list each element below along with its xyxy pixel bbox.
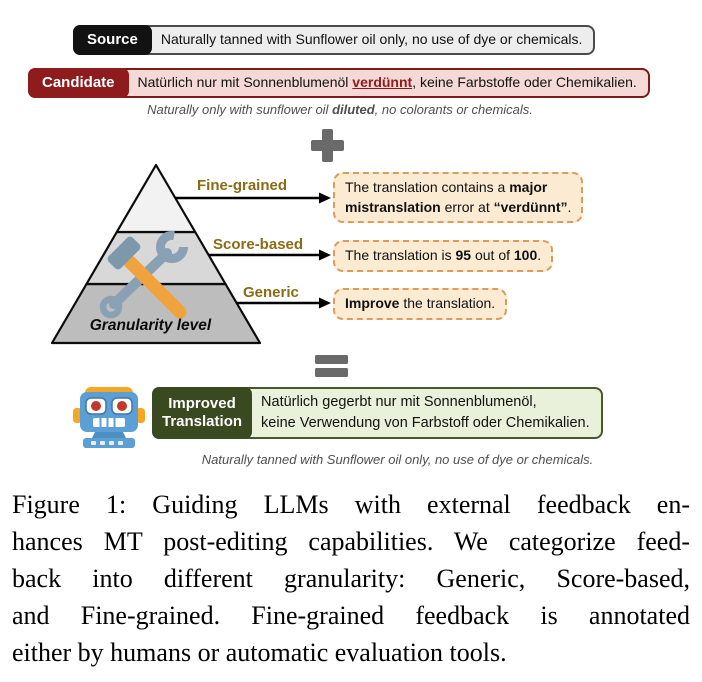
arrowhead-score-based [319, 250, 331, 261]
text-line: The translation is 95 out of 100. [345, 247, 542, 263]
equals-icon [315, 355, 348, 377]
caption-line-1: Figure 1: Guiding LLMs with external feedback en- [12, 490, 690, 519]
source-text [150, 27, 594, 53]
improved-gloss: Naturally tanned with Sunflower oil only, no use of dye or chemicals. [201, 452, 594, 467]
text-line: Naturally tanned with Sunflower oil only, no use of dye or chemicals. [160, 31, 583, 47]
feedback-box-score-based [333, 240, 553, 272]
text-line: Natürlich gegerbt nur mit Sonnenblumenöl, [261, 394, 537, 410]
improved-translation-label: Improved Translation [152, 387, 252, 439]
text-line: Improve the translation. [345, 295, 496, 311]
arrowhead-generic [319, 298, 331, 309]
pyramid-label-fine-grained: Fine-grained [197, 177, 288, 194]
caption-line-3: back into different granularity: Generic, Score-based, [12, 564, 690, 593]
text-line: The translation contains a major [345, 179, 548, 195]
feedback-box-generic [333, 288, 507, 320]
source-label: Source [73, 25, 152, 55]
text-line: mistranslation error at “verdünnt”. [345, 198, 572, 215]
text-line: Natürlich nur mit Sonnenblumenöl verdünnt, keine Farbstoffe oder Chemikalien. [137, 74, 637, 90]
arrowhead-fine-grained [319, 193, 331, 204]
candidate-gloss [30, 102, 650, 117]
feedback-box-fine-grained [333, 172, 583, 223]
pyramid-label-generic: Generic [243, 284, 299, 301]
candidate-text [127, 70, 648, 96]
text-line: Naturally only with sunflower oil diluted, no colorants or chemicals. [147, 102, 533, 117]
text-line: keine Verwendung von Farbstoff oder Chemikalien. [261, 415, 590, 432]
plus-icon [311, 129, 344, 162]
candidate-label: Candidate [28, 68, 129, 98]
improved-translation-text [250, 389, 601, 437]
granularity-level-label: Granularity level [89, 317, 212, 334]
pyramid-label-score-based: Score-based [213, 236, 304, 253]
improved-translation-row [152, 387, 603, 439]
figure-caption [12, 486, 690, 671]
candidate-row [28, 68, 650, 98]
caption-line-4: and Fine-grained. Fine-grained feedback is annotated [12, 601, 690, 630]
source-row [73, 25, 595, 55]
robot-icon [70, 386, 148, 448]
caption-line-2: hances MT post-editing capabilities. We categorize feed- [12, 527, 690, 556]
caption-line-5: either by humans or automatic evaluation tools. [12, 638, 507, 667]
